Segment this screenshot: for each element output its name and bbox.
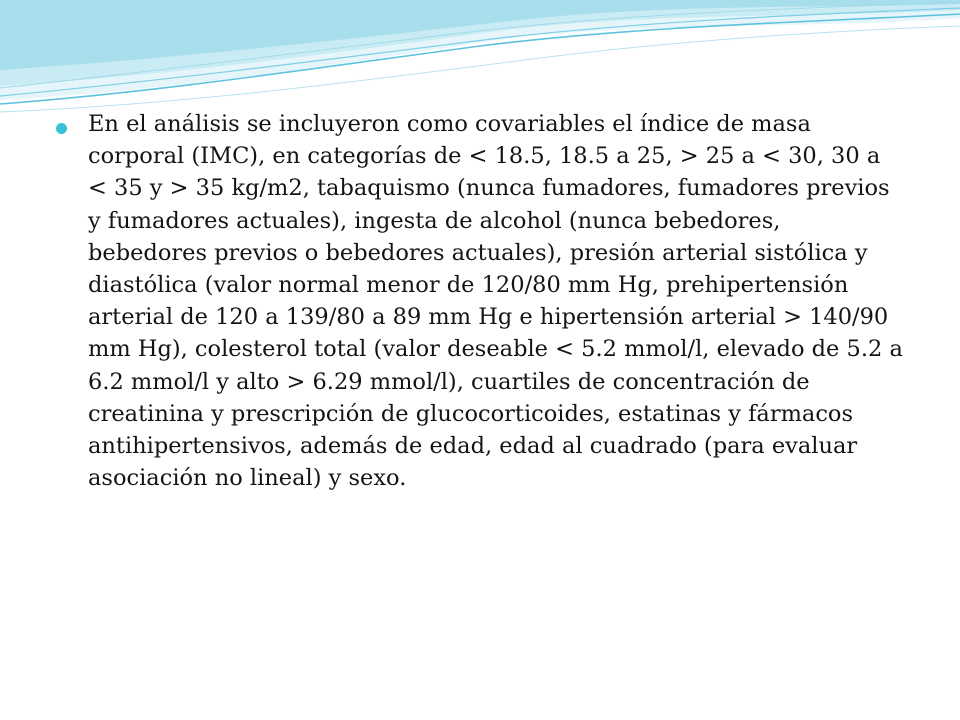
bullet-item <box>56 108 906 494</box>
slide-body <box>56 108 906 494</box>
bullet-text: En el análisis se incluyeron como covariables el índice de masa corporal (IMC), en categorías de < 18.5, 18.5 a 25, > 25 a < 30, 30 a < 35 y > 35 kg/m2, tabaquismo (nunca fumadores, fumadores previos y fumadores actuales), ingesta de alcohol (nunca bebedores, bebedores previos o bebedores actuales), presión arterial sistólica y diastólica (valor normal menor de 120/80 mm Hg, prehipertensión arterial de 120 a 139/80 a 89 mm Hg e hipertensión arterial > 140/90 mm Hg), colesterol total (valor deseable < 5.2 mmol/l, elevado de 5.2 a 6.2 mmol/l y alto > 6.29 mmol/l), cuartiles de concentración de creatinina y prescripción de glucocorticoides, estatinas y fármacos antihipertensivos, además de edad, edad al cuadrado (para evaluar asociación no lineal) y sexo. <box>88 111 903 492</box>
bullet-dot-icon <box>56 123 67 134</box>
